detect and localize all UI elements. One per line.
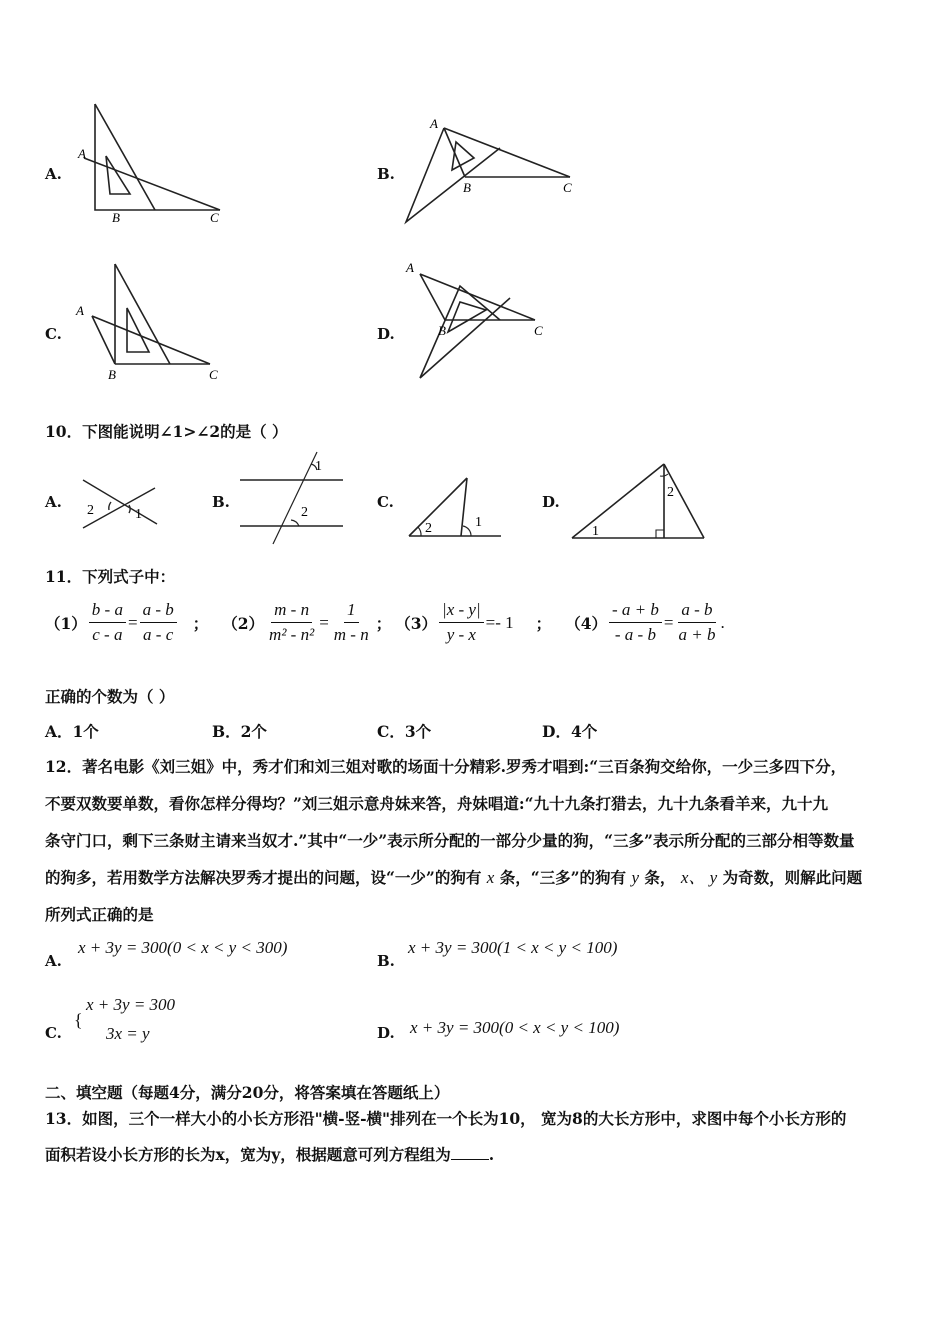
q10-figure-c xyxy=(405,472,505,542)
q9-figure-d xyxy=(400,258,570,383)
q11-item1-lhs-num: b - a xyxy=(89,600,126,623)
q12-line-4-c: 条， xyxy=(644,868,676,887)
q10c-angle-1: 1 xyxy=(475,515,482,530)
q11-item3-lhs-num: |x - y| xyxy=(439,600,484,623)
q10-option-d-letter: D. xyxy=(542,493,560,511)
q10-figure-d xyxy=(568,458,708,544)
q11-item3-label: （3） xyxy=(395,613,438,633)
q12-line-3: 条守门口，剩下三条财主请来当奴才.”其中“一少”表示所分配的一部分少量的狗，“三多”表示所分配的三部分相等数量 xyxy=(45,831,855,850)
q12-line-2: 不要双数要单数，看你怎样分得均？”刘三姐示意舟妹来答，舟妹唱道:“九十九条打猎去，九十九条看羊来，九十九 xyxy=(45,794,829,813)
q9a-label-a: A xyxy=(78,146,86,161)
q12-option-a-expr: x + 3y = 300(0 < x < y < 300) xyxy=(78,938,288,957)
q11-item4-eq: = xyxy=(663,612,674,632)
q11-item1-label: （1） xyxy=(45,613,87,633)
q11-item3-lhs xyxy=(439,600,484,645)
q10d-angle-1: 1 xyxy=(592,524,599,539)
q10-stem: 10．下图能说明∠1>∠2的是（ ） xyxy=(45,422,288,441)
q10-option-b-letter: B. xyxy=(212,493,230,511)
q10-option-a-letter: A. xyxy=(45,493,62,511)
q11-option-a: A．1个 xyxy=(45,722,99,741)
q11-item2-sep: ； xyxy=(375,613,392,633)
q12-option-c-letter: C. xyxy=(45,1024,62,1042)
q12-option-d-letter: D. xyxy=(377,1024,395,1042)
q9-option-d-letter: D. xyxy=(377,325,395,343)
q9c-label-a: A xyxy=(76,303,84,318)
q9a-label-c: C xyxy=(210,210,219,225)
q11-item2-eq: = xyxy=(319,612,329,632)
q10-figure-a xyxy=(75,472,165,532)
q13-line-2-text: 面积若设小长方形的长为x，宽为y，根据题意可列方程组为 xyxy=(45,1145,451,1164)
q11-item4-lhs-den: - a - b xyxy=(614,625,656,644)
q11-item4-rhs xyxy=(675,600,718,645)
q12-option-b-letter: B. xyxy=(377,952,395,970)
q11-option-d: D．4个 xyxy=(542,722,598,741)
q13-line-2-end: . xyxy=(488,1145,495,1164)
q10-option-c-letter: C. xyxy=(377,493,394,511)
q11-item2-lhs-den: m² - n² xyxy=(269,625,315,644)
q12-var-y: y xyxy=(631,868,639,887)
q9b-label-c: C xyxy=(563,180,572,195)
q12-line-4-b: 条，“三多”的狗有 xyxy=(499,868,627,887)
q12-var-x: x xyxy=(486,868,495,887)
q12-line-1: 12．著名电影《刘三姐》中，秀才们和刘三姐对歌的场面十分精彩.罗秀才唱到:“三百条狗交给你，一少三多四下分， xyxy=(45,757,847,776)
q10d-angle-2: 2 xyxy=(667,485,674,500)
q10a-angle-2: 2 xyxy=(87,503,94,518)
q12-line-5: 所列式正确的是 xyxy=(45,905,154,924)
q11-item2-rhs-den: m - n xyxy=(333,625,369,644)
q10c-angle-2: 2 xyxy=(425,521,432,536)
q12-var-xy: x、 y xyxy=(680,868,718,887)
q13-line-1: 13．如图，三个一样大小的小长方形沿"横-竖-横"排列在一个长为10， 宽为8的大长方形中，求图中每个小长方形的 xyxy=(45,1109,847,1128)
q11-item1-lhs-den: c - a xyxy=(92,625,123,644)
q9-option-b-letter: B. xyxy=(377,165,395,183)
q11-item3-sep: ； xyxy=(535,613,552,633)
q11-item3-lhs-den: y - x xyxy=(446,625,476,644)
q9-figure-b xyxy=(400,112,590,230)
q11-option-b: B．2个 xyxy=(212,722,267,741)
section2-title: 二、填空题（每题4分，满分20分，将答案填在答题纸上） xyxy=(45,1083,450,1102)
q9-option-c-letter: C. xyxy=(45,325,62,343)
q11-item4-lhs xyxy=(609,600,662,645)
q11-item1-eq: = xyxy=(127,612,138,632)
q11-item4-rhs-num: a - b xyxy=(678,600,715,623)
q11-item4-rhs-den: a + b xyxy=(678,625,716,644)
q11-item2-lhs-num: m - n xyxy=(271,600,312,623)
q9d-label-b: B xyxy=(438,323,446,338)
q11-item4-lhs-num: - a + b xyxy=(609,600,662,623)
q11-stem: 11．下列式子中： xyxy=(45,567,176,586)
q11-item2-label: （2） xyxy=(222,613,265,633)
q12-option-a-letter: A. xyxy=(45,952,62,970)
q12-line-4 xyxy=(45,859,862,896)
q9d-label-c: C xyxy=(534,323,543,338)
q9c-label-c: C xyxy=(209,367,218,382)
q9b-label-a: A xyxy=(430,116,438,131)
q10b-angle-2: 2 xyxy=(301,505,308,520)
q9-figure-c xyxy=(70,258,240,386)
q9c-label-b: B xyxy=(108,367,116,382)
q11-item3-rhs: - 1 xyxy=(495,612,514,632)
q13-line-2 xyxy=(45,1143,494,1165)
q12-line-4-a: 的狗多，若用数学方法解决罗秀才提出的问题，设“一少”的狗有 xyxy=(45,868,482,887)
q12-option-c-eq2: 3x = y xyxy=(106,1024,150,1043)
q10b-angle-1: 1 xyxy=(315,459,322,474)
q10-figure-b xyxy=(235,450,350,545)
q11-item2-rhs-num: 1 xyxy=(344,600,359,623)
q12-option-d-expr: x + 3y = 300(0 < x < y < 100) xyxy=(410,1018,620,1037)
q11-item1-rhs-num: a - b xyxy=(140,600,177,623)
q9b-label-b: B xyxy=(463,180,471,195)
q11-item4-label: （4） xyxy=(565,613,607,633)
q12-line-4-d: 为奇数，则解此问题 xyxy=(722,868,863,887)
q12-option-b-expr: x + 3y = 300(1 < x < y < 100) xyxy=(408,938,618,957)
q11-item2-lhs xyxy=(266,600,317,645)
q11-option-c: C．3个 xyxy=(377,722,432,741)
q9d-label-a: A xyxy=(406,260,414,275)
q11-item1-sep: ； xyxy=(192,613,209,633)
q10a-angle-1: 1 xyxy=(135,507,142,522)
q11-item2-rhs xyxy=(331,600,372,645)
q13-answer-blank[interactable] xyxy=(451,1145,489,1160)
q12-option-c-brace: { xyxy=(74,1010,83,1030)
q9-option-a-letter: A. xyxy=(45,165,62,183)
q12-option-c-eq1: x + 3y = 300 xyxy=(86,995,176,1014)
q9-figure-a xyxy=(70,98,240,228)
q11-item1-rhs-den: a - c xyxy=(143,625,174,644)
q11-expressions xyxy=(45,600,725,645)
q11-item1-lhs xyxy=(89,600,126,645)
q9a-label-b: B xyxy=(112,210,120,225)
q11-item3-eq: = xyxy=(485,612,496,632)
q11-item1-rhs xyxy=(140,600,177,645)
q11-question: 正确的个数为（ ） xyxy=(45,687,175,706)
q11-item4-sep: . xyxy=(720,612,725,632)
